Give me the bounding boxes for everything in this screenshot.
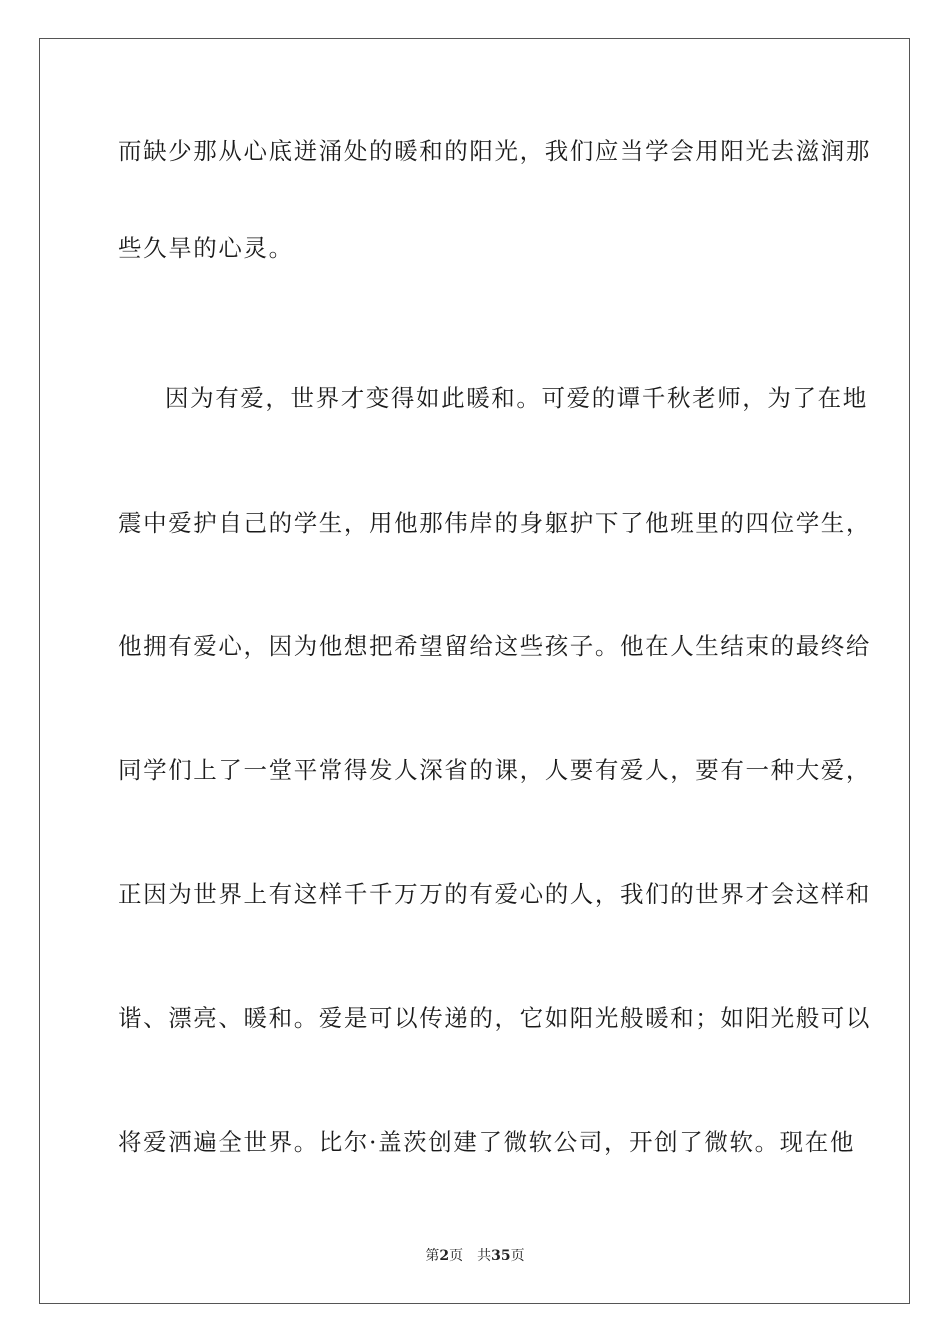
text-line: 因为有爱，世界才变得如此暖和。可爱的谭千秋老师，为了在地 [165, 384, 868, 412]
page-border [39, 38, 910, 1304]
text-line: 而缺少那从心底迸涌处的暖和的阳光，我们应当学会用阳光去滋润那 [118, 137, 871, 165]
text-line: 将爱洒遍全世界。比尔·盖茨创建了微软公司，开创了微软。现在他 [118, 1128, 855, 1156]
total-suffix: 页 [510, 1248, 525, 1264]
page-prefix: 第 [425, 1248, 440, 1264]
text-line: 他拥有爱心，因为他想把希望留给这些孩子。他在人生结束的最终给 [118, 632, 871, 660]
page-number: 2 [439, 1248, 450, 1264]
total-prefix: 共 [477, 1248, 492, 1264]
text-line: 正因为世界上有这样千千万万的有爱心的人，我们的世界才会这样和 [118, 880, 871, 908]
page-footer [0, 1246, 950, 1266]
text-line: 同学们上了一堂平常得发人深省的课，人要有爱人，要有一种大爱， [118, 756, 871, 784]
text-line: 些久旱的心灵。 [118, 234, 294, 262]
total-pages: 35 [491, 1248, 511, 1264]
text-line: 震中爱护自己的学生，用他那伟岸的身躯护下了他班里的四位学生， [118, 509, 871, 537]
page-suffix: 页 [449, 1248, 464, 1264]
text-line: 谐、漂亮、暖和。爱是可以传递的，它如阳光般暖和；如阳光般可以 [118, 1004, 871, 1032]
